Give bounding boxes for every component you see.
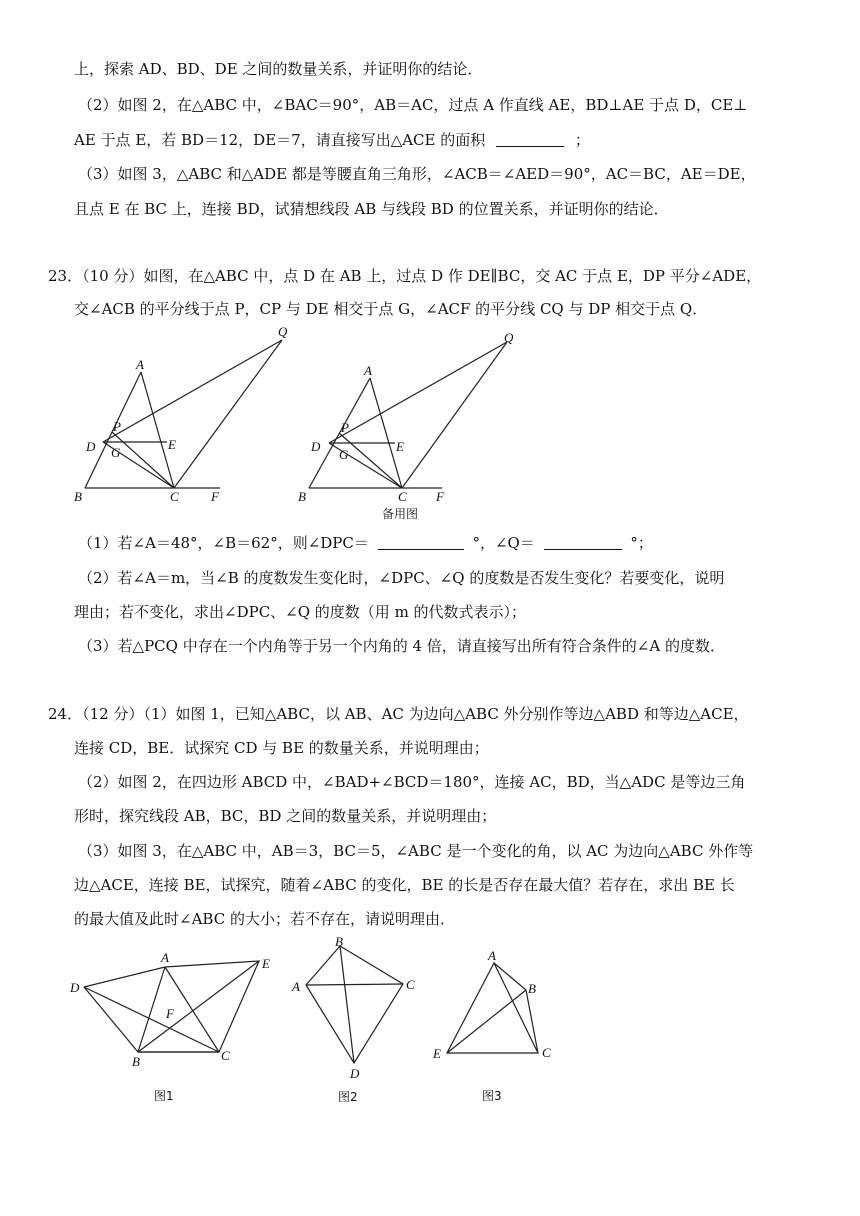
q24-sub3-line1: （3）如图 3，在△ABC 中，AB＝3，BC＝5，∠ABC 是一个变化的角，以 AC 为边向△ABC 外作等 bbox=[78, 842, 754, 860]
q23-sub1-text-a: （1）若∠A＝48°，∠B＝62°，则∠DPC＝ bbox=[78, 534, 369, 552]
segment-AB bbox=[494, 963, 526, 990]
figure-2-caption: 图2 bbox=[338, 1090, 358, 1104]
label-E: E bbox=[433, 1046, 441, 1061]
quadrilateral-BCDA bbox=[306, 946, 403, 1063]
label-C: C bbox=[221, 1048, 230, 1063]
label-Q: Q bbox=[504, 330, 514, 345]
segment-PC bbox=[112, 432, 174, 488]
spare-figure-caption: 备用图 bbox=[382, 507, 419, 521]
q23-heading-line1: 23．（10 分）如图，在△ABC 中，点 D 在 AB 上，过点 D 作 DE∥BC，交 AC 于点 E，DP 平分∠ADE， bbox=[48, 267, 762, 285]
label-E: E bbox=[262, 956, 270, 971]
label-E: E bbox=[168, 437, 176, 452]
label-C: C bbox=[406, 977, 415, 992]
segment-CQ bbox=[402, 342, 507, 488]
segment-DQ bbox=[103, 340, 282, 442]
label-Q: Q bbox=[278, 324, 288, 339]
label-B: B bbox=[132, 1054, 140, 1069]
q24-sub3-line3: 的最大值及此时∠ABC 的大小；若不存在，请说明理由． bbox=[74, 910, 455, 928]
q23-heading-line2: 交∠ACB 的平分线于点 P，CP 与 DE 相交于点 G，∠ACF 的平分线 CQ 与 DP 相交于点 Q． bbox=[74, 300, 708, 318]
label-B: B bbox=[74, 489, 82, 504]
label-F: F bbox=[166, 1006, 174, 1021]
segment-PC bbox=[339, 433, 402, 488]
segment-AC bbox=[306, 984, 403, 985]
q24-figure-1 bbox=[66, 950, 286, 1110]
label-B: B bbox=[298, 489, 306, 504]
label-C: C bbox=[398, 489, 407, 504]
q22-part2-text: AE 于点 E，若 BD＝12，DE＝7，请直接写出△ACE 的面积 bbox=[74, 131, 486, 149]
label-A: A bbox=[292, 979, 300, 994]
q24-sub2-line1: （2）如图 2，在四边形 ABCD 中，∠BAD+∠BCD＝180°，连接 AC，BD，当△ADC 是等边三角 bbox=[78, 773, 746, 791]
label-A: A bbox=[488, 948, 496, 963]
segment-BC bbox=[526, 990, 538, 1053]
segment-BD bbox=[340, 946, 354, 1063]
label-C: C bbox=[170, 489, 179, 504]
q24-sub2-line2: 形时，探究线段 AB，BC，BD 之间的数量关系，并说明理由； bbox=[74, 807, 497, 825]
q23-figure-spare bbox=[296, 328, 526, 528]
label-G: G bbox=[111, 445, 121, 460]
q22-part2-line2 bbox=[74, 129, 590, 151]
figure-3-caption: 图3 bbox=[482, 1089, 502, 1103]
label-F: F bbox=[211, 489, 219, 504]
label-C: C bbox=[542, 1045, 551, 1060]
label-E: E bbox=[396, 439, 404, 454]
label-A: A bbox=[364, 363, 372, 378]
segment-EB bbox=[447, 990, 526, 1053]
label-G: G bbox=[339, 447, 349, 462]
figure-1-caption: 图1 bbox=[154, 1089, 174, 1103]
label-D: D bbox=[350, 1066, 360, 1081]
q23-sub1 bbox=[78, 532, 653, 554]
answer-blank-area[interactable] bbox=[496, 131, 564, 147]
segment-DQ bbox=[329, 342, 507, 443]
q24-sub3-line2: 边△ACE，连接 BE，试探究，随着∠ABC 的变化，BE 的长是否存在最大值？若存在，求出 BE 长 bbox=[74, 876, 735, 894]
q24-figure-2 bbox=[284, 935, 424, 1110]
q22-part3-line2: 且点 E 在 BC 上，连接 BD，试猜想线段 AB 与线段 BD 的位置关系，并证明你的结论． bbox=[74, 200, 669, 218]
label-F: F bbox=[436, 489, 444, 504]
segment-AC bbox=[141, 372, 174, 488]
q23-figure-main bbox=[70, 322, 300, 507]
q23-sub2-line1: （2）若∠A＝m，当∠B 的度数发生变化时，∠DPC、∠Q 的度数是否发生变化？若要变化，说明 bbox=[78, 569, 725, 587]
label-D: D bbox=[311, 439, 321, 454]
triangle-AEC bbox=[447, 963, 538, 1053]
label-D: D bbox=[86, 439, 96, 454]
q22-part2-end: ； bbox=[574, 131, 590, 149]
q23-sub1-text-c: °； bbox=[630, 534, 653, 552]
q22-part3-line1: （3）如图 3，△ABC 和△ADE 都是等腰直角三角形，∠ACB＝∠AED＝90°，AC＝BC，AE＝DE， bbox=[78, 165, 756, 183]
answer-blank-dpc[interactable] bbox=[378, 534, 464, 550]
label-A: A bbox=[161, 950, 169, 965]
q24-heading-line1: 24．（12 分）（1）如图 1，已知△ABC，以 AB、AC 为边向△ABC 外分别作等边△ABD 和等边△ACE， bbox=[48, 705, 749, 723]
q22-part1-continuation: 上，探索 AD、BD、DE 之间的数量关系，并证明你的结论． bbox=[74, 60, 483, 78]
label-B: B bbox=[335, 934, 343, 949]
label-D: D bbox=[70, 980, 80, 995]
label-P: P bbox=[341, 420, 349, 435]
q24-heading-line2: 连接 CD，BE．试探究 CD 与 BE 的数量关系，并说明理由； bbox=[74, 739, 489, 757]
label-P: P bbox=[113, 419, 121, 434]
label-B: B bbox=[528, 981, 536, 996]
q23-sub1-text-b: °，∠Q＝ bbox=[472, 534, 535, 552]
q23-sub3: （3）若△PCQ 中存在一个内角等于另一个内角的 4 倍，请直接写出所有符合条件的∠A 的度数． bbox=[78, 637, 725, 655]
segment-CQ bbox=[174, 340, 282, 488]
label-A: A bbox=[136, 357, 144, 372]
q23-sub2-line2: 理由；若不变化，求出∠DPC、∠Q 的度数（用 m 的代数式表示）； bbox=[74, 603, 527, 621]
answer-blank-q[interactable] bbox=[544, 534, 622, 550]
q22-part2-line1: （2）如图 2，在△ABC 中，∠BAC＝90°，AB＝AC，过点 A 作直线 AE，BD⊥AE 于点 D，CE⊥ bbox=[78, 96, 748, 114]
segment-AB bbox=[138, 967, 165, 1052]
q24-figure-3 bbox=[428, 950, 578, 1110]
segment-BE bbox=[138, 961, 259, 1052]
